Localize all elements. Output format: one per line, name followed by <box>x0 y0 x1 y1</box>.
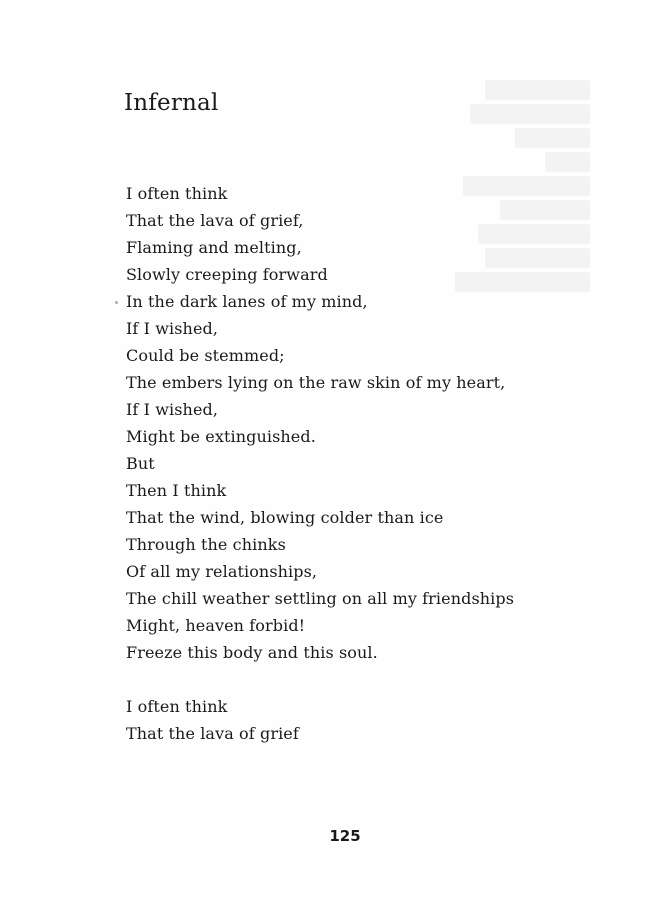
poem-line: If I wished, <box>126 319 219 338</box>
poem-line: That the lava of grief, <box>126 211 304 230</box>
poem-line: Then I think <box>126 481 227 500</box>
margin-mark <box>115 301 118 304</box>
poem-line: Flaming and melting, <box>126 238 302 257</box>
poem-line: Slowly creeping forward <box>126 265 328 284</box>
poem-line: Might, heaven forbid! <box>126 616 306 635</box>
poem-line: That the wind, blowing colder than ice <box>126 508 444 527</box>
poem-line: But <box>126 454 155 473</box>
stanza-2 <box>126 693 299 747</box>
poem-line: In the dark lanes of my mind, <box>126 292 368 311</box>
poem-line: Could be stemmed; <box>126 346 285 365</box>
poem-line: I often think <box>126 184 228 203</box>
poem-line: The embers lying on the raw skin of my heart, <box>126 373 506 392</box>
stanza-1 <box>126 180 514 666</box>
poem-line: The chill weather settling on all my friendships <box>126 589 515 608</box>
poem-line: Might be extinguished. <box>126 427 316 446</box>
poem-line: Freeze this body and this soul. <box>126 643 378 662</box>
poem-line: Of all my relationships, <box>126 562 318 581</box>
poem-line: That the lava of grief <box>126 724 299 743</box>
page-number: 125 <box>329 827 361 845</box>
poem-line: Through the chinks <box>126 535 286 554</box>
poem-line: I often think <box>126 697 228 716</box>
poem-title: Infernal <box>124 90 219 116</box>
poem-line: If I wished, <box>126 400 219 419</box>
